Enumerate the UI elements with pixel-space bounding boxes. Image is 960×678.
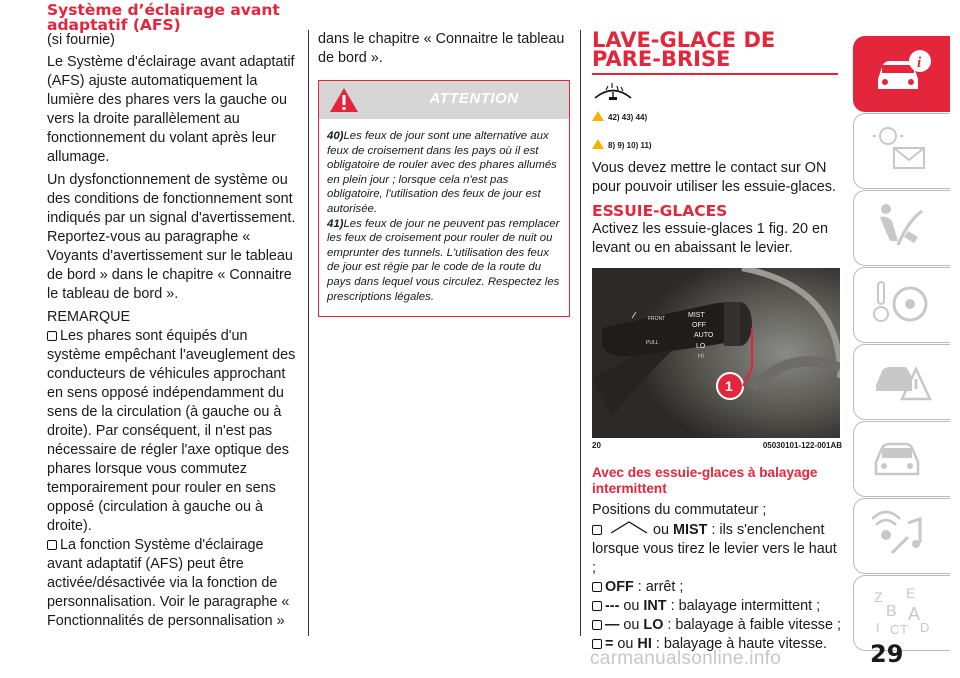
lo-label: LO [643, 617, 664, 633]
attention-box [318, 80, 570, 317]
column-divider [580, 30, 581, 636]
remark-note-2 [47, 536, 297, 631]
off-label: OFF [605, 579, 634, 595]
hi-label: HI [637, 636, 652, 652]
figure-caption [592, 441, 842, 453]
label-mist: MIST [688, 312, 705, 319]
washer-paragraph-1: Vous devez mettre le contact sur ON pour pouvoir utiliser les essuie-glaces. [592, 160, 836, 195]
svg-text:D: D [920, 620, 930, 635]
label-hi: HI [698, 354, 704, 360]
or-text: ou [653, 522, 670, 538]
svg-text:C: C [890, 622, 900, 636]
page-number: 29 [870, 640, 904, 668]
tab-multimedia[interactable] [853, 498, 950, 574]
single-wipe-icon [609, 520, 649, 534]
tab-warning-lights[interactable] [853, 113, 950, 189]
attention-item-40 [327, 129, 563, 217]
svg-text:Z: Z [874, 589, 883, 605]
column-divider [308, 30, 309, 636]
position-off [592, 578, 842, 597]
continued-text: dans le chapitre « Connaitre le tableau de bord ». [318, 31, 565, 66]
tab-driving[interactable] [853, 267, 950, 343]
tab-safety[interactable] [853, 190, 950, 266]
label-lo: LO [696, 343, 706, 350]
column-attention [318, 0, 570, 317]
hi-symbol: = [605, 636, 614, 652]
warning-icon [592, 111, 604, 121]
driving-icon [872, 278, 932, 328]
int-label: INT [643, 598, 667, 614]
mist-desc: : ils s'enclenchent lorsque vous tirez le levier vers le haut ; [592, 522, 837, 576]
column-afs [47, 0, 297, 631]
note-icon [592, 601, 602, 611]
svg-text:T: T [900, 622, 908, 636]
attention-header [319, 81, 569, 119]
section-heading-afs: Système d’éclairage avant adaptatif (AFS) [47, 1, 280, 34]
attention-body [319, 119, 569, 316]
afs-paragraph-2: Un dysfonctionnement de système ou des conditions de fonctionnement sont indiqués par un signal d'avertissement. Reportez-vous au paragraphe « Voyants d'avertissement sur le tableau de bord » dans le chapitre « Connaitre le tableau de bord ». [47, 172, 296, 302]
safety-icon [872, 201, 932, 251]
attention-item-41 [327, 217, 563, 305]
remark-label: REMARQUE [47, 309, 131, 325]
hi-desc: : balayage à haute vitesse. [651, 636, 828, 652]
subheading-wipers: ESSUIE-GLACES [592, 202, 728, 220]
lo-symbol: — [605, 617, 620, 633]
warning-lights-icon [872, 124, 932, 174]
label-front: FRONT [648, 316, 666, 322]
svg-text:A: A [908, 604, 921, 624]
svg-text:B: B [886, 603, 897, 620]
emergency-icon [872, 355, 932, 405]
column-washer [592, 0, 842, 654]
figure-code: 05030101-122-001AB [762, 441, 842, 450]
item-text: Les feux de jour ne peuvent pas remplacer les feux de croisement pour rouler de nuit ou emprunter des tunnels. L'utilisation des feux de jour est régie par le code de la route du pays dans lequel vous circulez. Respectez les prescriptions légales. [327, 217, 560, 303]
car-info-icon [872, 47, 932, 97]
wiper-lever-photo [592, 268, 840, 438]
warning-icon [592, 139, 604, 149]
int-desc: : balayage intermittent ; [666, 598, 821, 614]
tab-car-info[interactable] [853, 36, 950, 112]
note-icon [592, 620, 602, 630]
figure-20 [592, 268, 840, 438]
index-icon [872, 586, 932, 636]
washer-paragraph-2: Activez les essuie-glaces 1 fig. 20 en levant ou en abaissant le levier. [592, 221, 828, 256]
tab-maintenance[interactable] [853, 421, 950, 497]
lo-desc: : balayage à faible vitesse ; [663, 617, 841, 633]
int-symbol: --- [605, 598, 620, 614]
note-icon [592, 582, 602, 592]
note-icon [47, 540, 57, 550]
or-text: ou [613, 636, 638, 652]
remark-note-1 [47, 327, 297, 536]
danger-triangle-icon [329, 87, 359, 113]
subheading-intermittent: Avec des essuie-glaces à balayage intermittent [592, 465, 818, 496]
watermark: carmanualsonline.info [590, 648, 782, 669]
off-desc: : arrêt ; [633, 579, 684, 595]
heading-underline [592, 73, 838, 75]
windshield-washer-icon [592, 81, 634, 101]
positions-intro: Positions du commutateur ; [592, 502, 767, 518]
position-lo [592, 616, 842, 635]
position-int [592, 597, 842, 616]
item-text: Les feux de jour sont une alternative aux feux de croisement dans les pays où il est obligatoire de rouler avec des phares allumés en plein jour ; lorsque cela n'est pas obligatoire, l'utilisation des feux de jour est autorisée. [327, 130, 557, 215]
remark-note-2-text: La fonction Système d'éclairage avant adaptatif (AFS) peut être activée/désactivée via la fonction de personnalisation. Voir le paragraphe « Fonctionnalités de personnalisation » [47, 537, 290, 629]
maintenance-icon [872, 432, 932, 482]
availability-note: (si fournie) [47, 32, 115, 48]
remark-note-1-text: Les phares sont équipés d'un système empêchant l'aveuglement des conducteurs de véhicules approchant en sens opposé indépendamment du sens de la circulation (à gauche ou à droite). Par conséquent, il n'est pas nécessaire de régler l'axe optique des phares lorsque vous commutez temporairement pour rouler en sens opposé (circulation à gauche ou à droite). [47, 328, 296, 534]
svg-text:i: i [917, 55, 922, 71]
ref-numbers: 8) 9) 10) 11) [608, 141, 652, 150]
label-off: OFF [692, 322, 706, 329]
section-heading-washer: LAVE-GLACE DE PARE-BRISE [592, 28, 776, 71]
position-mist [592, 520, 842, 578]
item-number: 40) [327, 130, 344, 142]
or-text: ou [619, 598, 644, 614]
figure-number: 20 [592, 441, 601, 450]
ref-line-2 [592, 135, 842, 153]
afs-paragraph-1: Le Système d'éclairage avant adaptatif (AFS) ajuste automatiquement la lumière des phares vers la gauche ou vers la droite parallèlement au fonctionnement du volant après leur allumage. [47, 54, 295, 165]
ref-line-1 [592, 107, 842, 125]
item-number: 41) [327, 217, 344, 230]
mist-label: MIST [673, 522, 708, 538]
svg-text:I: I [876, 620, 880, 635]
figure-callout-1: 1 [725, 378, 733, 394]
note-icon [592, 525, 602, 535]
svg-text:E: E [906, 586, 916, 601]
label-auto: AUTO [694, 332, 714, 339]
or-text: ou [619, 617, 644, 633]
multimedia-icon [872, 509, 932, 559]
note-icon [47, 331, 57, 341]
ref-numbers: 42) 43) 44) [608, 113, 648, 122]
tab-emergency[interactable] [853, 344, 950, 420]
attention-title: ATTENTION [429, 90, 519, 107]
label-pull: PULL [646, 340, 659, 346]
